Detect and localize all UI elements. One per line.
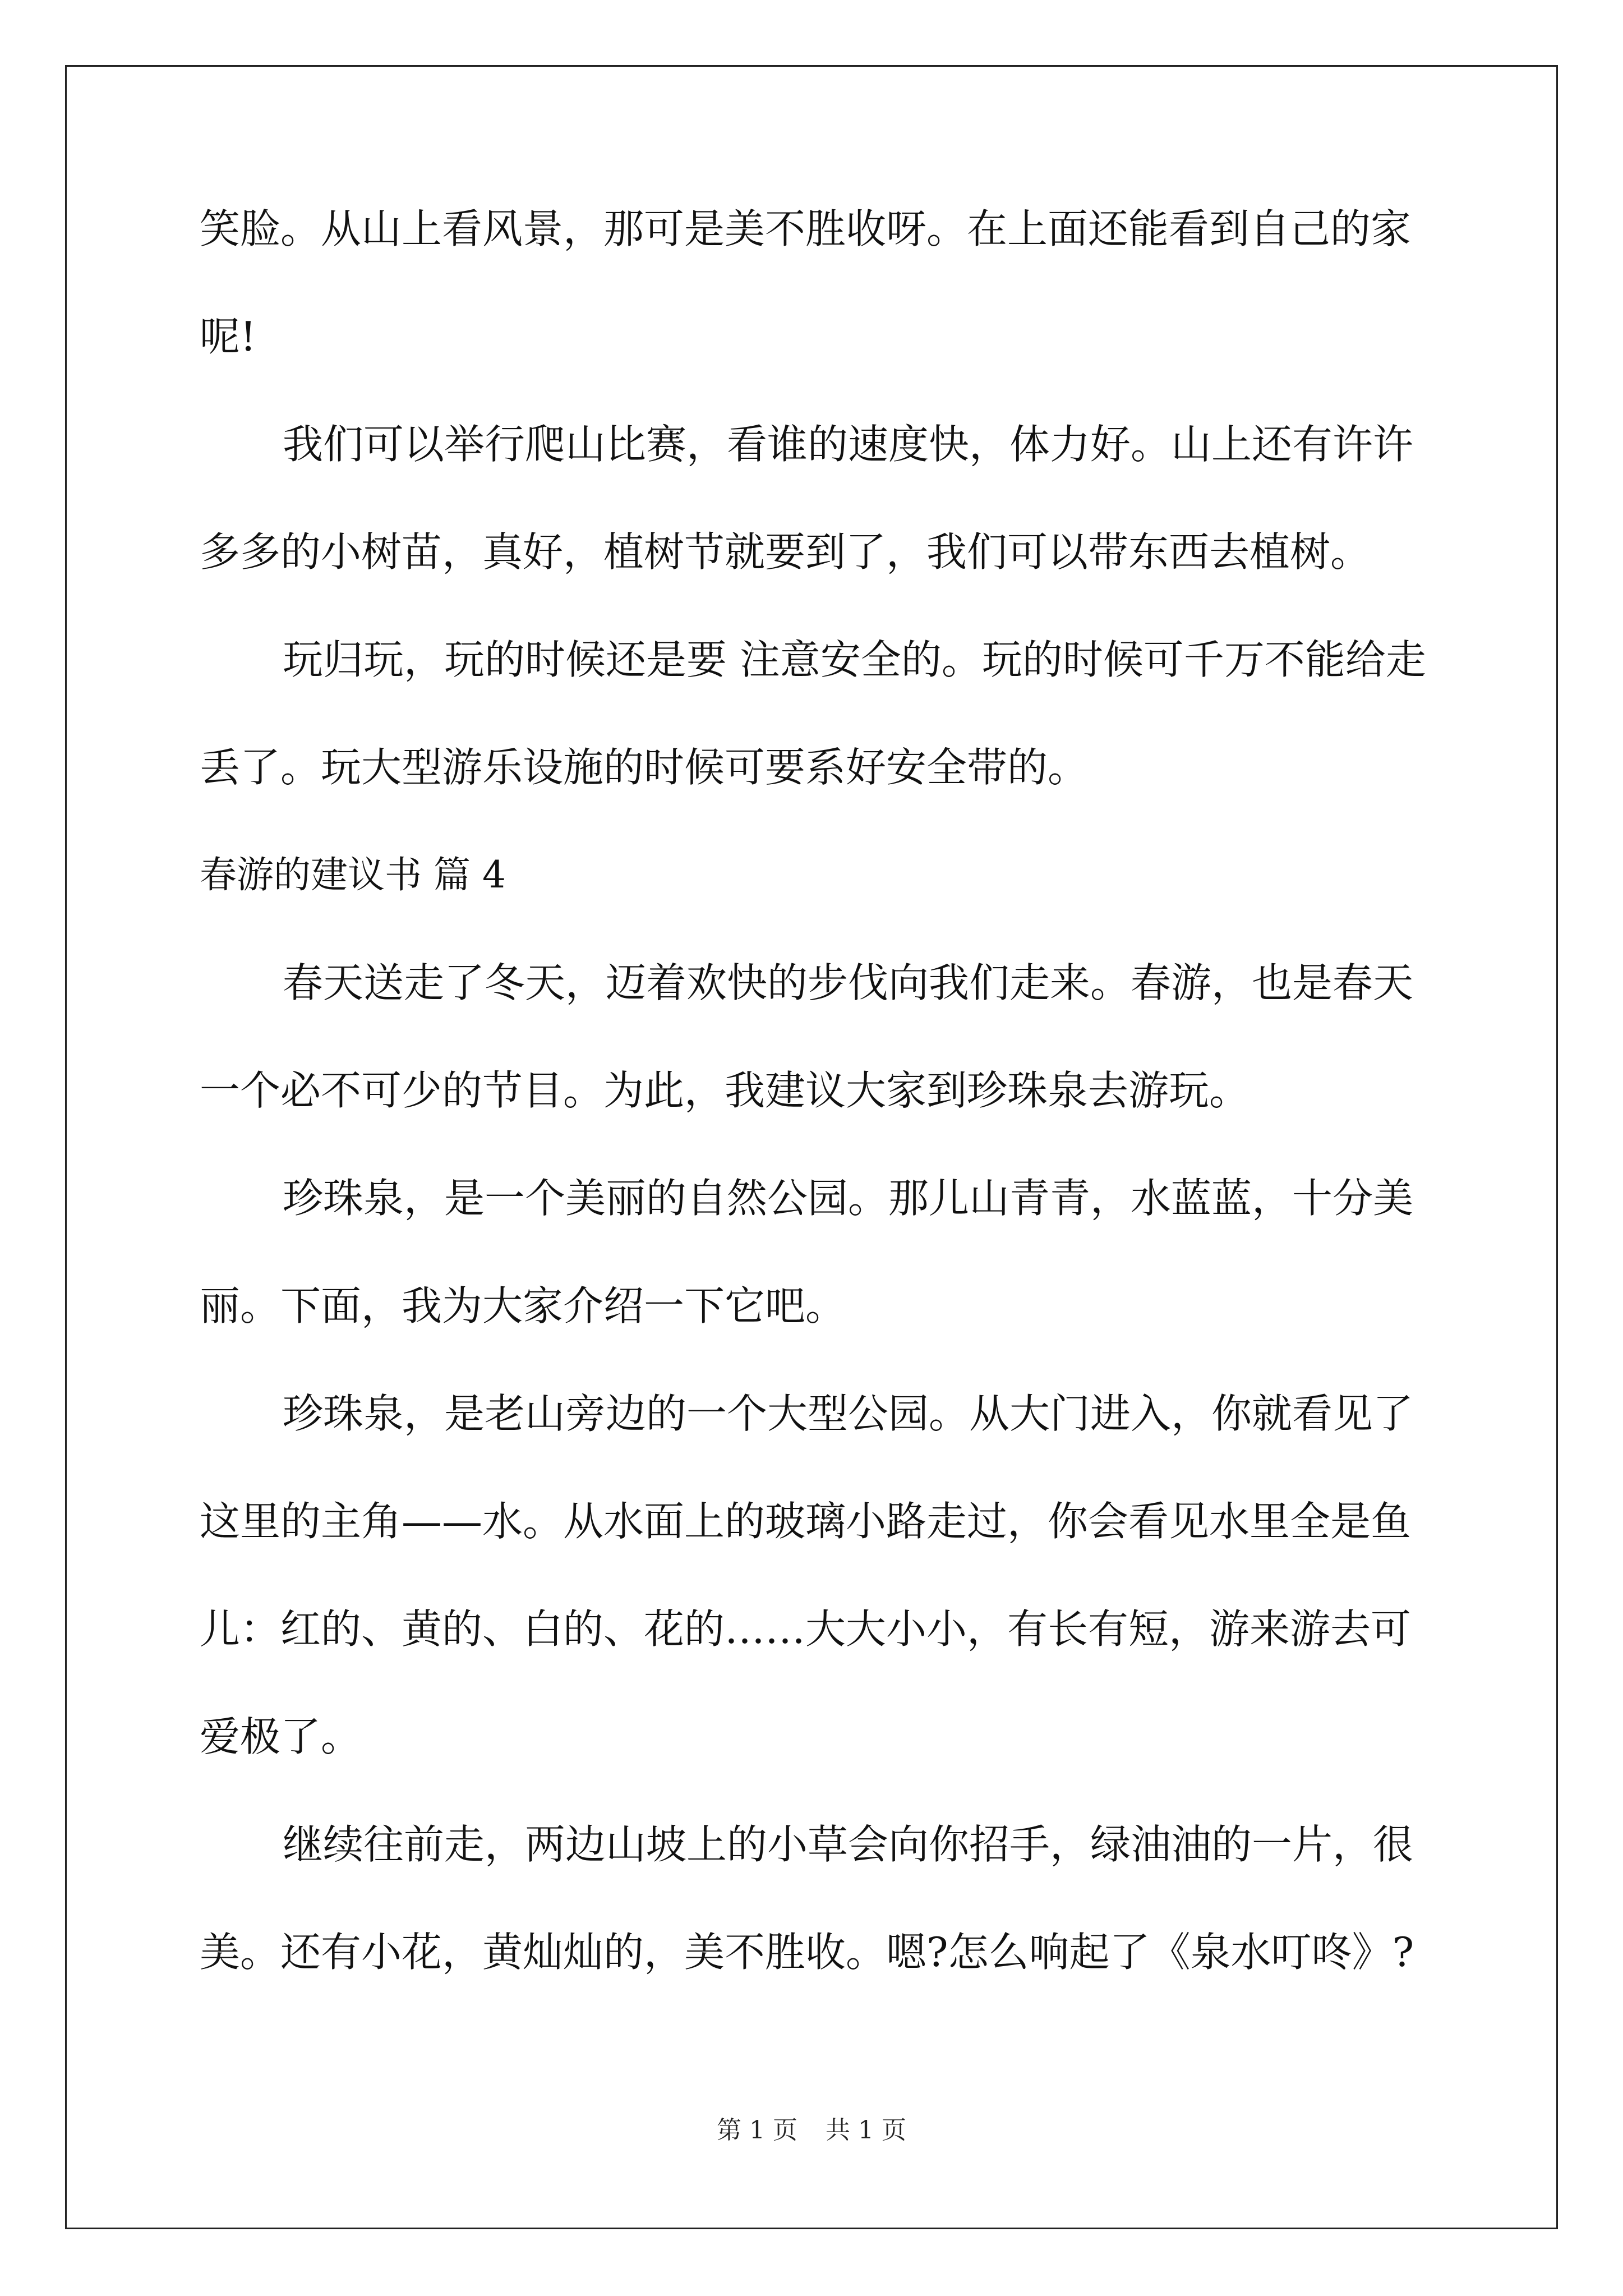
paragraph-start: 我们可以举行爬山比赛，看谁的速度快，体力好。山上还有许许 [283,421,1414,468]
paragraph-start: 玩归玩，玩的时候还是要 注意安全的。玩的时候可千万不能给走 [283,636,1426,683]
text-line: 笑脸。从山上看风景，那可是美不胜收呀。在上面还能看到自己的家 [200,205,1412,252]
text-line: 丽。下面，我为大家介绍一下它吧。 [200,1282,846,1329]
document-body [200,202,1428,1979]
text-line: 美。还有小花，黄灿灿的，美不胜收。嗯?怎么响起了《泉水叮咚》? [200,1929,1414,1976]
text-line: 呢! [200,313,256,360]
text-line: 这里的主角——水。从水面上的玻璃小路走过，你会看见水里全是鱼 [200,1498,1412,1545]
total-pages: 共 1 页 [826,2116,906,2145]
paragraph-start: 珍珠泉，是老山旁边的一个大型公园。从大门进入，你就看见了 [283,1390,1414,1437]
paragraph-start: 春天送走了冬天，迈着欢快的步伐向我们走来。春游，也是春天 [283,959,1414,1006]
page-number: 第 1 页 [717,2116,797,2145]
text-line: 多多的小树苗，真好，植树节就要到了，我们可以带东西去植树。 [200,528,1371,576]
text-line: 丢了。玩大型游乐设施的时候可要系好安全带的。 [200,744,1089,791]
text-line: 一个必不可少的节目。为此，我建议大家到珍珠泉去游玩。 [200,1067,1250,1114]
paragraph-start: 继续往前走，两边山坡上的小草会向你招手，绿油油的一片，很 [283,1821,1414,1868]
section-heading: 春游的建议书 篇 4 [200,853,506,896]
text-line: 爱极了。 [200,1713,362,1760]
paragraph-start: 珍珠泉，是一个美丽的自然公园。那儿山青青，水蓝蓝，十分美 [283,1175,1414,1222]
text-line: 儿：红的、黄的、白的、花的……大大小小，有长有短，游来游去可 [200,1605,1412,1653]
page-footer [0,2114,1623,2147]
